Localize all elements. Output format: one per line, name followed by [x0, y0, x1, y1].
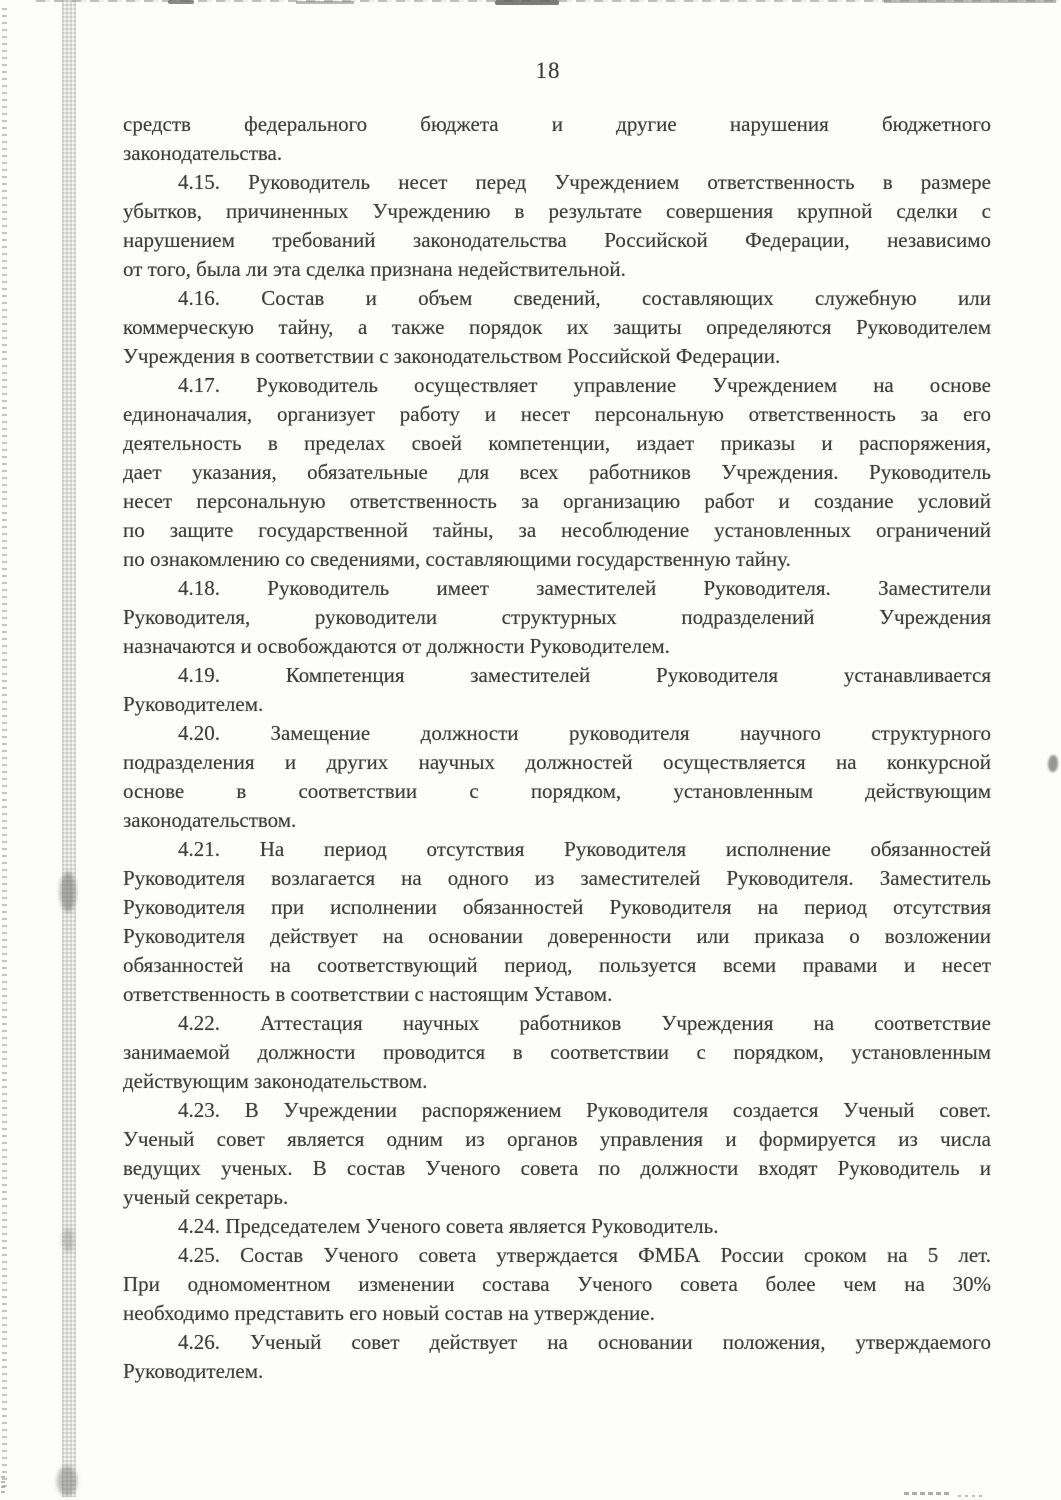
paragraph [123, 835, 991, 1009]
paragraph [123, 574, 991, 661]
paragraph [123, 1241, 991, 1328]
scan-artifact-top-edge-mark [495, 0, 559, 5]
text-line: ведущих ученых. В состав Ученого совета по должности входят Руководитель и [123, 1156, 991, 1180]
text-line: 4.23. В Учреждении распоряжением Руководителя создается Ученый совет. [178, 1098, 991, 1122]
text-line: 4.26. Ученый совет действует на основании положения, утверждаемого [178, 1330, 991, 1354]
text-line: 4.20. Замещение должности руководителя научного структурного [178, 721, 991, 745]
paragraph [123, 284, 991, 371]
text-line: 4.25. Состав Ученого совета утверждается ФМБА России сроком на 5 лет. [178, 1243, 991, 1267]
text-line: ученый секретарь. [123, 1185, 289, 1209]
text-line: занимаемой должности проводится в соответствии с порядком, установленным [123, 1040, 991, 1064]
paragraph [123, 661, 991, 719]
text-line: коммерческую тайну, а также порядок их защиты определяются Руководителем [123, 315, 991, 339]
text-line: 4.15. Руководитель несет перед Учреждением ответственность в размере [178, 170, 991, 194]
scan-artifact-left-edge [1, 1476, 5, 1496]
text-line: действующим законодательством. [123, 1069, 428, 1093]
scan-artifact-blotch [57, 1466, 77, 1496]
text-line: Руководителем. [123, 1359, 264, 1383]
text-line: дает указания, обязательные для всех работников Учреждения. Руководитель [123, 460, 991, 484]
text-line: по защите государственной тайны, за несоблюдение установленных ограничений [123, 518, 991, 542]
text-line: 4.16. Состав и объем сведений, составляющих служебную или [178, 286, 991, 310]
text-line: 4.18. Руководитель имеет заместителей Руководителя. Заместители [178, 576, 991, 600]
paragraph [123, 110, 991, 168]
scan-artifact-bottom-edge [904, 1492, 951, 1495]
paragraph [123, 168, 991, 284]
text-line: подразделения и других научных должностей осуществляется на конкурсной [123, 750, 991, 774]
text-line: убытков, причиненных Учреждению в результате совершения крупной сделки с [123, 199, 991, 223]
scan-artifact-binding-strip [62, 0, 76, 1497]
text-line: средств федерального бюджета и другие нарушения бюджетного [123, 112, 991, 136]
paragraph [123, 1328, 991, 1386]
text-line: деятельность в пределах своей компетенции, издает приказы и распоряжения, [123, 431, 991, 455]
text-line: назначаются и освобождаются от должности Руководителем. [123, 634, 670, 658]
text-line: 4.17. Руководитель осуществляет управление Учреждением на основе [178, 373, 991, 397]
text-line: ответственность в соответствии с настоящим Уставом. [123, 982, 613, 1006]
text-line: законодательства. [123, 141, 283, 165]
text-line: Руководителя, руководители структурных подразделений Учреждения [123, 605, 991, 629]
text-line: законодательством. [123, 808, 297, 832]
paragraph [123, 1009, 991, 1096]
scan-artifact-top-edge-mark [884, 0, 1056, 3]
text-line: Руководителем. [123, 692, 264, 716]
text-line: 4.24. Председателем Ученого совета является Руководитель. [178, 1214, 719, 1238]
paragraph [123, 1096, 991, 1212]
text-line: Ученый совет является одним из органов управления и формируется из числа [123, 1127, 991, 1151]
text-line: 4.22. Аттестация научных работников Учреждения на соответствие [178, 1011, 991, 1035]
scan-artifact-ink-speck [1048, 755, 1058, 772]
text-line: 4.21. На период отсутствия Руководителя исполнение обязанностей [178, 837, 991, 861]
text-line: нарушением требований законодательства Российской Федерации, независимо [123, 228, 991, 252]
text-line: несет персональную ответственность за организацию работ и создание условий [123, 489, 991, 513]
text-line: При одномоментном изменении состава Ученого совета более чем на 30% [123, 1272, 991, 1296]
text-line: основе в соответствии с порядком, установленным действующим [123, 779, 991, 803]
text-line: Учреждения в соответствии с законодательством Российской Федерации. [123, 344, 781, 368]
scan-artifact-top-edge-mark [296, 1, 354, 4]
text-line: по ознакомлению со сведениями, составляющими государственную тайну. [123, 547, 791, 571]
scan-artifact-blotch [62, 1228, 74, 1252]
text-line: Руководителя при исполнении обязанностей Руководителя на период отсутствия [123, 895, 991, 919]
text-line: 4.19. Компетенция заместителей Руководителя устанавливается [178, 663, 991, 687]
page-number: 18 [535, 58, 561, 83]
text-body [123, 110, 991, 1386]
text-line: Руководителя возлагается на одного из заместителей Руководителя. Заместитель [123, 866, 991, 890]
text-line: от того, была ли эта сделка признана недействительной. [123, 257, 626, 281]
scan-artifact-left-edge [2, 8, 7, 1490]
scan-artifact-bottom-edge [958, 1495, 984, 1497]
text-line: единоначалия, организует работу и несет персональную ответственность за его [123, 402, 991, 426]
scan-artifact-top-edge [36, 0, 1061, 2]
paragraph [123, 1212, 991, 1241]
text-line: необходимо представить его новый состав на утверждение. [123, 1301, 655, 1325]
paragraph [123, 371, 991, 574]
text-line: обязанностей на соответствующий период, пользуется всеми правами и несет [123, 953, 991, 977]
scan-artifact-blotch [60, 872, 76, 912]
paragraph [123, 719, 991, 835]
text-line: Руководителя действует на основании доверенности или приказа о возложении [123, 924, 991, 948]
scan-artifact-top-edge-mark [168, 0, 194, 4]
